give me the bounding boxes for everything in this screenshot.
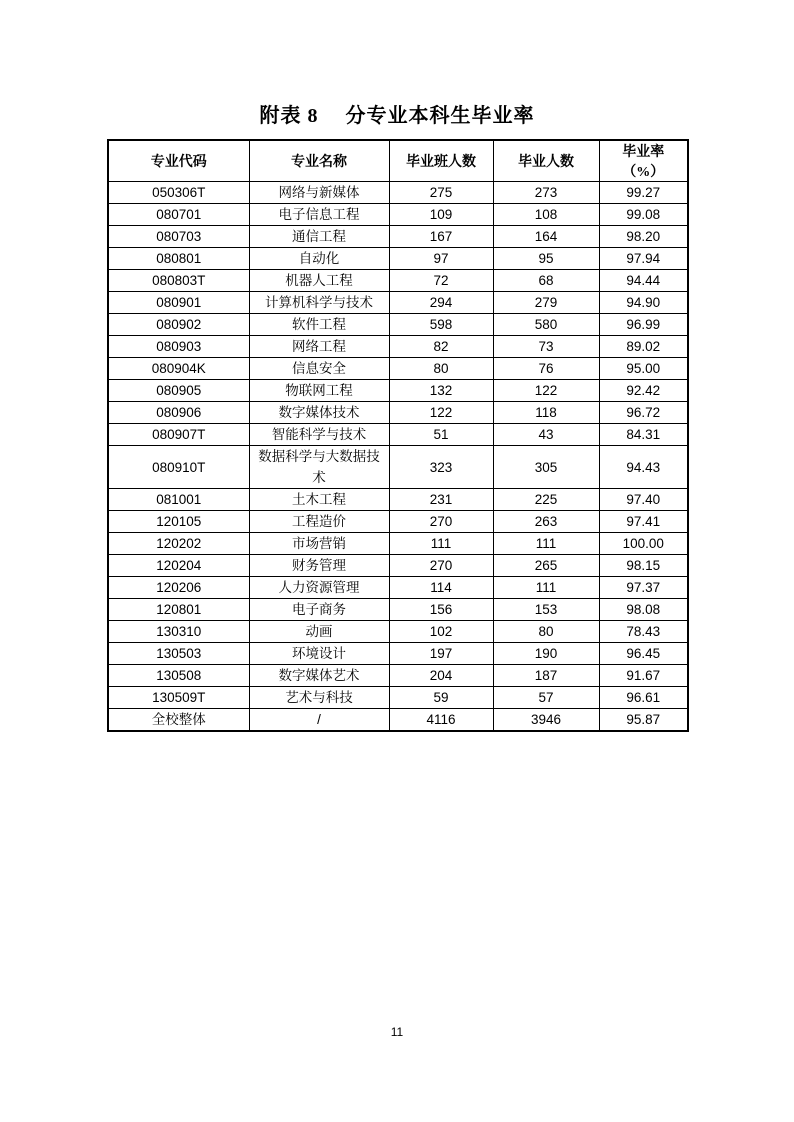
table-cell: 109 (389, 204, 493, 226)
table-cell: 97.94 (599, 248, 688, 270)
table-cell: 94.43 (599, 446, 688, 489)
table-row (108, 687, 688, 709)
table-cell: 89.02 (599, 336, 688, 358)
table-cell: 080904K (108, 358, 249, 380)
table-row (108, 314, 688, 336)
table-cell: 153 (493, 599, 599, 621)
table-cell: 80 (389, 358, 493, 380)
table-cell: 94.44 (599, 270, 688, 292)
table-cell: 111 (493, 577, 599, 599)
table-cell: 电子信息工程 (249, 204, 389, 226)
table-row (108, 226, 688, 248)
table-cell: 市场营销 (249, 533, 389, 555)
table-row (108, 402, 688, 424)
table-cell: 95 (493, 248, 599, 270)
table-cell: 305 (493, 446, 599, 489)
table-header (108, 140, 688, 182)
table-cell: 92.42 (599, 380, 688, 402)
table-cell: 99.08 (599, 204, 688, 226)
table-cell: 73 (493, 336, 599, 358)
table-cell: 120105 (108, 511, 249, 533)
table-cell: 122 (389, 402, 493, 424)
table-cell: 机器人工程 (249, 270, 389, 292)
table-cell: 95.87 (599, 709, 688, 732)
table-cell: 51 (389, 424, 493, 446)
table-cell: 225 (493, 489, 599, 511)
table-cell: 98.15 (599, 555, 688, 577)
table-cell: 99.27 (599, 182, 688, 204)
table-row (108, 182, 688, 204)
table-cell: 080901 (108, 292, 249, 314)
table-cell: 95.00 (599, 358, 688, 380)
table-row (108, 599, 688, 621)
table-cell: 273 (493, 182, 599, 204)
table-cell: 96.61 (599, 687, 688, 709)
table-cell: 98.08 (599, 599, 688, 621)
table-row (108, 555, 688, 577)
table-cell: 数字媒体技术 (249, 402, 389, 424)
table-cell: 网络与新媒体 (249, 182, 389, 204)
table-cell: / (249, 709, 389, 732)
table-cell: 080910T (108, 446, 249, 489)
table-cell: 网络工程 (249, 336, 389, 358)
table-cell: 100.00 (599, 533, 688, 555)
table-cell: 财务管理 (249, 555, 389, 577)
table-cell: 94.90 (599, 292, 688, 314)
graduation-rate-table (107, 139, 689, 732)
table-cell: 96.99 (599, 314, 688, 336)
table-row (108, 533, 688, 555)
table-cell: 人力资源管理 (249, 577, 389, 599)
table-cell: 工程造价 (249, 511, 389, 533)
table-cell: 197 (389, 643, 493, 665)
table-cell: 080703 (108, 226, 249, 248)
table-cell: 数据科学与大数据技术 (249, 446, 389, 489)
table-cell: 68 (493, 270, 599, 292)
table-row (108, 358, 688, 380)
table-cell: 电子商务 (249, 599, 389, 621)
table-cell: 080902 (108, 314, 249, 336)
table-cell: 275 (389, 182, 493, 204)
table-cell: 323 (389, 446, 493, 489)
table-row (108, 489, 688, 511)
table-row (108, 204, 688, 226)
table-cell: 120202 (108, 533, 249, 555)
table-cell: 59 (389, 687, 493, 709)
table-cell: 艺术与科技 (249, 687, 389, 709)
table-cell: 263 (493, 511, 599, 533)
table-cell: 智能科学与技术 (249, 424, 389, 446)
table-cell: 111 (493, 533, 599, 555)
table-cell: 270 (389, 555, 493, 577)
table-cell: 130508 (108, 665, 249, 687)
table-cell: 120206 (108, 577, 249, 599)
table-cell: 97.37 (599, 577, 688, 599)
table-row (108, 709, 688, 732)
column-header-major-code: 专业代码 (108, 140, 249, 182)
table-cell: 190 (493, 643, 599, 665)
table-cell: 130310 (108, 621, 249, 643)
table-cell: 43 (493, 424, 599, 446)
column-header-grad-rate: 毕业率（%） (599, 140, 688, 182)
table-cell: 3946 (493, 709, 599, 732)
table-row (108, 511, 688, 533)
table-row (108, 446, 688, 489)
table-cell: 数字媒体艺术 (249, 665, 389, 687)
table-row (108, 336, 688, 358)
table-cell: 265 (493, 555, 599, 577)
table-cell: 080801 (108, 248, 249, 270)
column-header-class-size: 毕业班人数 (389, 140, 493, 182)
table-cell: 167 (389, 226, 493, 248)
page-number: 11 (390, 1025, 404, 1039)
table-cell: 软件工程 (249, 314, 389, 336)
table-body (108, 182, 688, 732)
table-cell: 598 (389, 314, 493, 336)
table-cell: 111 (389, 533, 493, 555)
table-cell: 97 (389, 248, 493, 270)
table-cell: 080701 (108, 204, 249, 226)
table-cell: 物联网工程 (249, 380, 389, 402)
table-cell: 全校整体 (108, 709, 249, 732)
table-cell: 187 (493, 665, 599, 687)
column-header-major-name: 专业名称 (249, 140, 389, 182)
table-cell: 050306T (108, 182, 249, 204)
table-cell: 环境设计 (249, 643, 389, 665)
table-cell: 土木工程 (249, 489, 389, 511)
table-cell: 231 (389, 489, 493, 511)
table-row (108, 292, 688, 314)
table-cell: 080905 (108, 380, 249, 402)
table-cell: 120204 (108, 555, 249, 577)
table-cell: 080907T (108, 424, 249, 446)
table-cell: 080903 (108, 336, 249, 358)
page-title: 附表 8 分专业本科生毕业率 (259, 105, 535, 127)
table-cell: 97.40 (599, 489, 688, 511)
table-cell: 204 (389, 665, 493, 687)
table-cell: 通信工程 (249, 226, 389, 248)
table-row (108, 621, 688, 643)
table-row (108, 248, 688, 270)
table-row (108, 643, 688, 665)
table-cell: 信息安全 (249, 358, 389, 380)
table-cell: 580 (493, 314, 599, 336)
table-cell: 98.20 (599, 226, 688, 248)
table-cell: 82 (389, 336, 493, 358)
table-row (108, 665, 688, 687)
table-cell: 96.45 (599, 643, 688, 665)
table-cell: 122 (493, 380, 599, 402)
table-cell: 91.67 (599, 665, 688, 687)
table-cell: 120801 (108, 599, 249, 621)
table-cell: 081001 (108, 489, 249, 511)
table-cell: 132 (389, 380, 493, 402)
table-cell: 080906 (108, 402, 249, 424)
table-cell: 270 (389, 511, 493, 533)
table-cell: 计算机科学与技术 (249, 292, 389, 314)
table-cell: 080803T (108, 270, 249, 292)
table-cell: 102 (389, 621, 493, 643)
table-cell: 97.41 (599, 511, 688, 533)
table-cell: 72 (389, 270, 493, 292)
table-cell: 自动化 (249, 248, 389, 270)
table-cell: 130509T (108, 687, 249, 709)
header-row (108, 140, 688, 182)
table-cell: 118 (493, 402, 599, 424)
column-header-graduates: 毕业人数 (493, 140, 599, 182)
table-row (108, 577, 688, 599)
table-cell: 4116 (389, 709, 493, 732)
table-cell: 84.31 (599, 424, 688, 446)
table-row (108, 424, 688, 446)
table-cell: 164 (493, 226, 599, 248)
table-cell: 96.72 (599, 402, 688, 424)
table-cell: 78.43 (599, 621, 688, 643)
table-cell: 130503 (108, 643, 249, 665)
table-cell: 57 (493, 687, 599, 709)
table-cell: 动画 (249, 621, 389, 643)
table-cell: 156 (389, 599, 493, 621)
table-cell: 108 (493, 204, 599, 226)
table-cell: 279 (493, 292, 599, 314)
table-cell: 80 (493, 621, 599, 643)
table-cell: 294 (389, 292, 493, 314)
table-row (108, 380, 688, 402)
table-cell: 76 (493, 358, 599, 380)
table-row (108, 270, 688, 292)
table-cell: 114 (389, 577, 493, 599)
